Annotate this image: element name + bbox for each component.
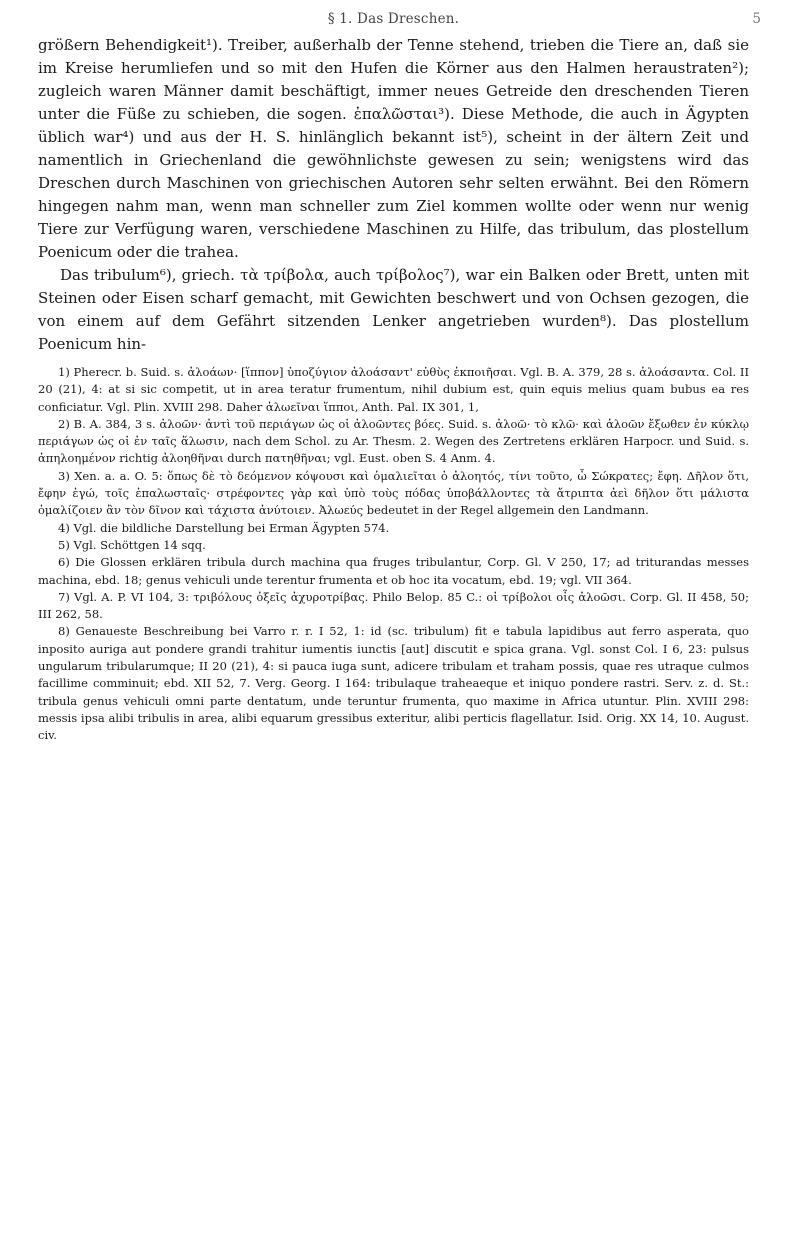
- footnote-3: 3) Xen. a. a. O. 5: ὅπως δὲ τὸ δεόμενον κόψουσι καὶ ὁμαλιεῖται ὁ ἀλοητός, τίνι τοῦτο, ὦ Σώκρατες; ἔφη. Δῆλον ὅτι, ἔφην ἐγώ, τοῖς ἐπαλωσταῖς· στρέφοντες γὰρ καὶ ὑπὸ τοὺς πόδας ὑποβάλλοντες τὰ ἄτριπτα ἀεὶ δῆλον ὅτι μάλιστα ὁμαλίζοιεν ἂν τὸν δῖνον καὶ τάχιστα ἀνύτοιεν. Ἀλωεύς bedeutet in der Regel allgemein den Landmann.: [38, 468, 749, 518]
- footnote-1: 1) Pherecr. b. Suid. s. ἀλοάων· [ἵππον] ὑποζύγιον ἀλοάσαντ' εὐθὺς ἐκποιῆσαι. Vgl. B. A. 379, 28 s. ἀλοάσαντα. Col. II 20 (21), 4: at si sic competit, ut in area teratur frumentum, nihil dubium est, quin equis melius quam bubus ea res conficiatur. Vgl. Plin. XVIII 298. Daher ἀλωεῖναι ἵπποι, Anth. Pal. IX 301, 1,: [38, 365, 749, 414]
- page-number: 5: [752, 11, 761, 27]
- footnote-7: 7) Vgl. A. P. VI 104, 3: τριβόλους ὀξεῖς ἀχυροτρίβας. Philo Belop. 85 C.: οἱ τρίβολοι οἷς ἀλοῶσι. Corp. Gl. II 458, 50; III 262, 58.: [38, 589, 749, 622]
- footnote-6: 6) Die Glossen erklären tribula durch machina qua fruges tribulantur, Corp. Gl. V 250, 17; ad triturandas messes machina, ebd. 18; genus vehiculi unde terentur frumenta et ob hoc ita vocatum, ebd. 19; vgl. VII 364.: [38, 555, 749, 587]
- paragraph-1: größern Behendigkeit¹). Treiber, außerhalb der Tenne stehend, trieben die Tiere an, daß sie im Kreise herumliefen und so mit den Hufen die Körner aus den Halmen heraustraten²); zugleich waren Männer damit beschäftigt, immer neues Getreide den dreschenden Tieren unter die Füße zu schieben, die sogen. ἐπαλῶσται³). Diese Methode, die auch in Ägypten üblich war⁴) und aus der H. S. hinlänglich bekannt ist⁵), scheint in der ältern Zeit und namentlich in Griechenland die gewöhnlichste gewesen zu sein; wenigstens wird das Dreschen durch Maschinen von griechischen Autoren sehr selten erwähnt. Bei den Römern hingegen nahm man, wenn man schneller zum Ziel kommen wollte oder wenn nur wenig Tiere zur Verfügung waren, verschiedene Maschinen zu Hilfe, das tribulum, das plostellum Poenicum oder die trahea.: [38, 36, 749, 261]
- paragraph-2: Das tribulum⁶), griech. τὰ τρίβολα, auch τρίβολος⁷), war ein Balken oder Brett, unten mit Steinen oder Eisen scharf gemacht, mit Gewichten beschwert und von Ochsen gezogen, die von einem auf dem Gefährt sitzenden Lenker angetrieben wurden⁸). Das plostellum Poenicum hin-: [38, 266, 749, 353]
- footnotes: [38, 364, 749, 745]
- footnote-8: 8) Genaueste Beschreibung bei Varro r. r. I 52, 1: id (sc. tribulum) fit e tabula lapidibus aut ferro asperata, quo inposito auriga aut pondere grandi trahitur iumentis iunctis [aut] discutit e spica grana. Vgl. sonst Col. I 6, 23: pulsus ungularum tribularumque; II 20 (21), 4: si pauca iuga sunt, adicere tribulam et traham possis, quae res utraque culmos facillime comminuit; ebd. XII 52, 7. Verg. Georg. I 164: tribulaque traheaeque et iniquo pondere rastri. Serv. z. d. St.: tribula genus vehiculi omni parte dentatum, unde teruntur frumenta, quo maxime in Africa utuntur. Plin. XVIII 298: messis ipsa alibi tribulis in area, alibi equarum gressibus exteritur, alibi perticis flagellatur. Isid. Orig. XX 14, 10. August. civ.: [38, 624, 749, 743]
- footnote-5: 5) Vgl. Schöttgen 14 sqq.: [58, 537, 206, 552]
- main-text: [38, 34, 749, 356]
- footnote-4: 4) Vgl. die bildliche Darstellung bei Erman Ägypten 574.: [58, 520, 390, 535]
- running-head: [38, 8, 761, 34]
- footnote-2: 2) B. A. 384, 3 s. ἀλοῶν· ἀντὶ τοῦ περιάγων ὡς οἱ ἀλοῶντες βόες. Suid. s. ἀλοῶ· τὸ κλῶ· καὶ ἀλοῶν ἔξωθεν ἐν κύκλῳ περιάγων ὡς οἱ ἐν ταῖς ἅλωσιν, nach dem Schol. zu Ar. Thesm. 2. Wegen des Zertretens erklären Harpocr. und Suid. s. ἀπηλοημένον richtig ἀλοηθῆναι durch πατηθῆναι; vgl. Eust. oben S. 4 Anm. 4.: [38, 416, 749, 466]
- section-heading: § 1. Das Dreschen.: [327, 11, 460, 27]
